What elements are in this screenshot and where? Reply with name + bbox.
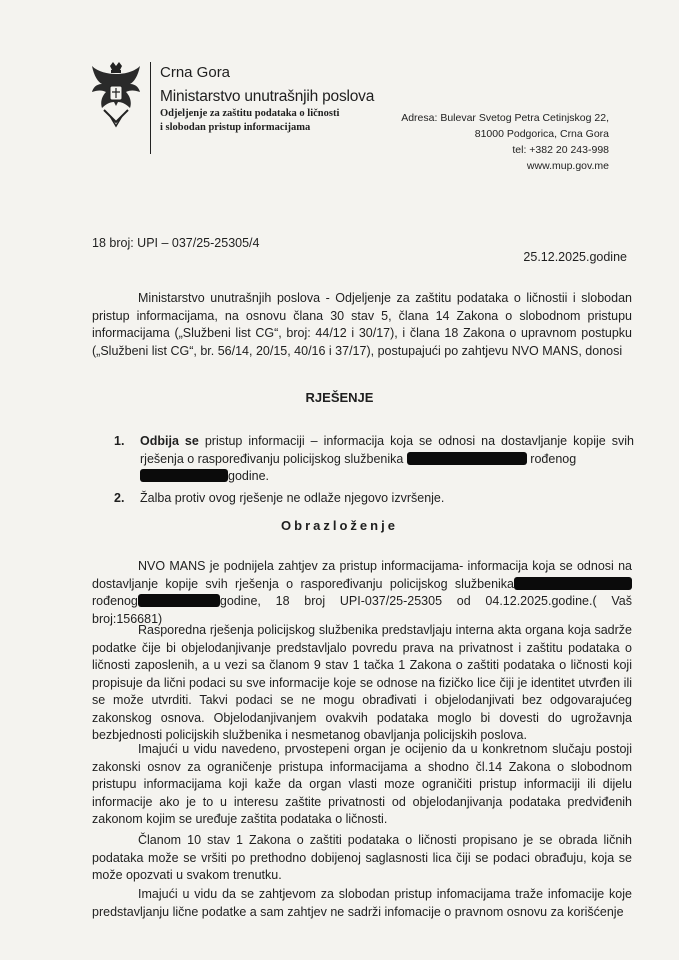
phone-line: tel: +382 20 243-998 — [512, 144, 609, 156]
intro-paragraph: Ministarstvo unutrašnjih poslova - Odjeljenje za zaštitu podataka o ličnostii i slobodan pristup informacijama, na osnovu člana 30 stav 5, člana 14 Zakona o slobodnom pristupu informacijama („Službeni list CG“, broj: 44/12 i 30/17), i člana 18 Zakona o upravnom postupku („Službeni list CG“, br. 56/14, 20/15, 40/16 i 37/17), postupajući po zahtjevu NVO MANS, donosi — [92, 291, 632, 358]
document-date: 25.12.2025.godine — [523, 250, 627, 264]
item-bold: Odbija se — [140, 434, 199, 448]
redaction-bar — [138, 594, 220, 607]
header-divider — [150, 62, 151, 154]
reasoning-heading: Obrazloženje — [281, 518, 398, 533]
p1-text-b: rođenog — [92, 594, 138, 608]
decision-heading: RJEŠENJE — [305, 390, 374, 405]
decision-item — [114, 490, 634, 508]
item-text: Žalba protiv ovog rješenje ne odlaže njegovo izvršenje. — [140, 490, 445, 505]
city-line: 81000 Podgorica, Crna Gora — [474, 128, 609, 140]
paragraph-request — [92, 558, 632, 628]
contact-block — [401, 110, 609, 174]
paragraph-reasoning-2: Imajući u vidu navedeno, prvostepeni organ je ocijenio da u konkretnom slučaju postoji zakonski osnov za ograničenje pristupa informacijama a shodno čl.14 Zakona o slobodnom pristupu informacijama koji kaže da organ vlasti moze ograničiti pristup informaciji ili dijelu informacije ako je to u interesu zaštite privatnosti od objelodanjivanja podataka predviđenih zakonom kojim se uređuje zaštita podataka o ličnosti. — [92, 742, 632, 826]
item-text-b: rođenog — [526, 451, 577, 466]
address-line: Adresa: Bulevar Svetog Petra Cetinjskog 22, — [401, 112, 609, 124]
country-name: Crna Gora — [160, 64, 231, 81]
redaction-bar — [140, 469, 228, 482]
p1-text-a: NVO MANS je podnijela zahtjev za pristup informacijama- informacija koja se odnosi na dostavljanje kopije svih rješenja o raspoređivanju policijskog službenika — [92, 559, 632, 591]
department-line1: Odjeljenje za zaštitu podataka o ličnosti — [160, 108, 340, 119]
redaction-bar — [407, 452, 527, 465]
decision-item — [114, 433, 634, 486]
item-number: 2. — [114, 490, 125, 505]
ministry-name: Ministarstvo unutrašnjih poslova — [160, 88, 375, 105]
paragraph-reasoning-4: Imajući u vidu da se zahtjevom za slobodan pristup infomacijama traže infomacije koje predstavljanju lične podatke a sam zahtjev ne sadrži infomacije o pravnom osnovu za korišćenje — [92, 887, 632, 919]
institution-block — [160, 64, 374, 134]
coat-of-arms-icon — [90, 62, 142, 128]
item-text-c: godine. — [228, 469, 270, 483]
redaction-bar — [514, 577, 632, 590]
item-text-a: pristup informaciji – informacija koja se odnosi na dostavljanje kopije svih rješenja o raspoređivanju policijskog službenika — [140, 434, 634, 466]
paragraph-reasoning-3: Članom 10 stav 1 Zakona o zaštiti podataka o ličnosti propisano je se obrada ličnih podataka može se vršiti po prethodno dobijenoj saglasnosti lica čiji se podaci obrađuju, koja se može opozvati u svakom trenutku. — [92, 833, 632, 882]
paragraph-reasoning-1: Rasporedna rješenja policijskog službenika predstavljaju interna akta organa koja sadrže podatke čije bi objelodanjivanje predstavljalo povredu prava na privatnost i zaštitu podataka o ličnosti zaposlenih, a u vezi sa članom 9 stav 1 tačka 1 Zakona o zaštiti podataka o ličnosti koji propisuje da lični podaci su sve informacije koje se odnose na fizičko lice čiji je identitet utvrđen ili se može utvrditi. Takvi podaci se ne mogu obrađivati i objelodanjivati bez odgovarajućeg zakonskog osnova. Objelodanjivanjem ovakvih podataka moglo bi dovesti do ugrožavnja bezbjednosti policijskih službenika i nesmetanog obavljanja policijskih poslova. — [92, 623, 632, 742]
department-line2: i slobodan pristup informacijama — [160, 122, 311, 133]
item-text — [140, 433, 634, 486]
decision-list — [114, 433, 634, 511]
p1-text-c: godine, 18 broj UPI-037/25-25305 od 04.12.2025.godine.( Vaš broj:156681) — [92, 594, 632, 626]
reference-number: 18 broj: UPI – 037/25-25305/4 — [92, 236, 260, 250]
item-number: 1. — [114, 434, 125, 448]
web-line: www.mup.gov.me — [526, 160, 609, 172]
